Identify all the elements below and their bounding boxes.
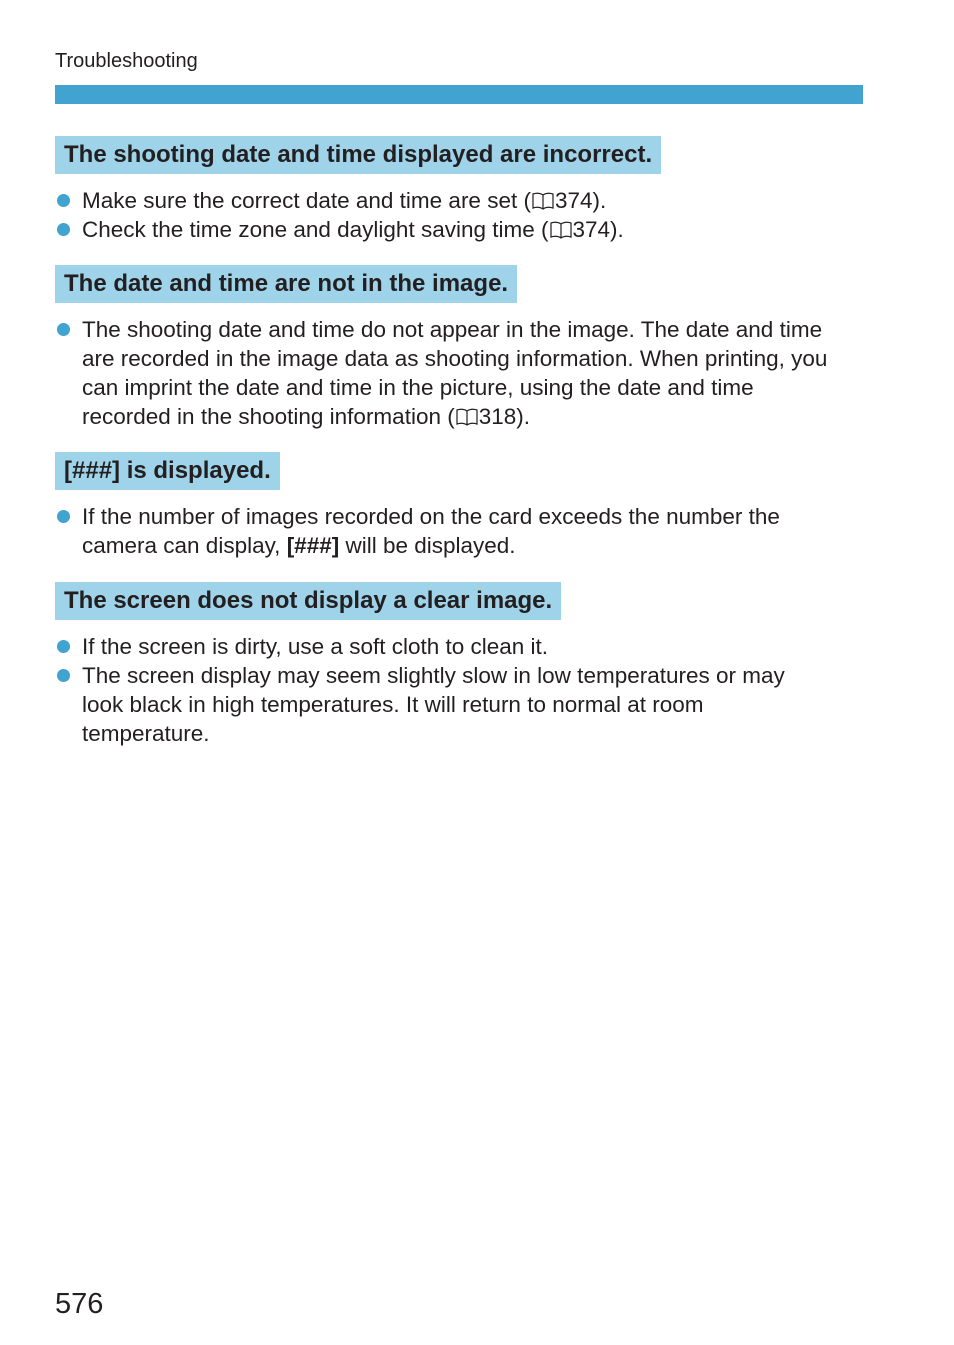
- section-date-not-in-image: [55, 265, 855, 431]
- bullet-list: [55, 315, 855, 431]
- bullet-list: [55, 186, 855, 244]
- section-screen-not-clear: [55, 582, 855, 748]
- hash-indicator: [###]: [286, 533, 340, 558]
- header-rule: [55, 85, 863, 104]
- list-item: The screen display may seem slightly slow in low temperatures or may look black in high temperatures. It will return to normal at room temperature.: [55, 661, 855, 748]
- bullet-dot-icon: [57, 223, 70, 236]
- list-item: Make sure the correct date and time are set ( 374).: [55, 186, 855, 215]
- section-hash-displayed: [55, 452, 855, 560]
- section-date-time-incorrect: [55, 136, 855, 244]
- bullet-list: [55, 632, 855, 748]
- section-heading: [###] is displayed.: [55, 452, 280, 490]
- bullet-list: [55, 502, 855, 560]
- list-item: Check the time zone and daylight saving time ( 374).: [55, 215, 855, 244]
- book-icon: [456, 407, 478, 427]
- bullet-dot-icon: [57, 510, 70, 523]
- running-head: Troubleshooting: [55, 50, 198, 72]
- page-reference[interactable]: 318: [478, 404, 517, 429]
- bullet-dot-icon: [57, 323, 70, 336]
- bullet-dot-icon: [57, 640, 70, 653]
- list-item: The shooting date and time do not appear in the image. The date and time are recorded in the image data as shooting information. When printing, you can imprint the date and time in the picture, using the date and time recorded in the shooting information ( 318).: [55, 315, 855, 431]
- book-icon: [532, 191, 554, 211]
- book-icon: [550, 220, 572, 240]
- page-reference[interactable]: 374: [554, 188, 593, 213]
- list-item: If the screen is dirty, use a soft cloth to clean it.: [55, 632, 855, 661]
- section-heading: The screen does not display a clear image.: [55, 582, 561, 620]
- list-item: If the number of images recorded on the card exceeds the number the camera can display, [###] will be displayed.: [55, 502, 855, 560]
- page-number: 576: [55, 1288, 104, 1320]
- bullet-dot-icon: [57, 194, 70, 207]
- bullet-dot-icon: [57, 669, 70, 682]
- page-reference[interactable]: 374: [572, 217, 611, 242]
- section-heading: The shooting date and time displayed are incorrect.: [55, 136, 661, 174]
- section-heading: The date and time are not in the image.: [55, 265, 517, 303]
